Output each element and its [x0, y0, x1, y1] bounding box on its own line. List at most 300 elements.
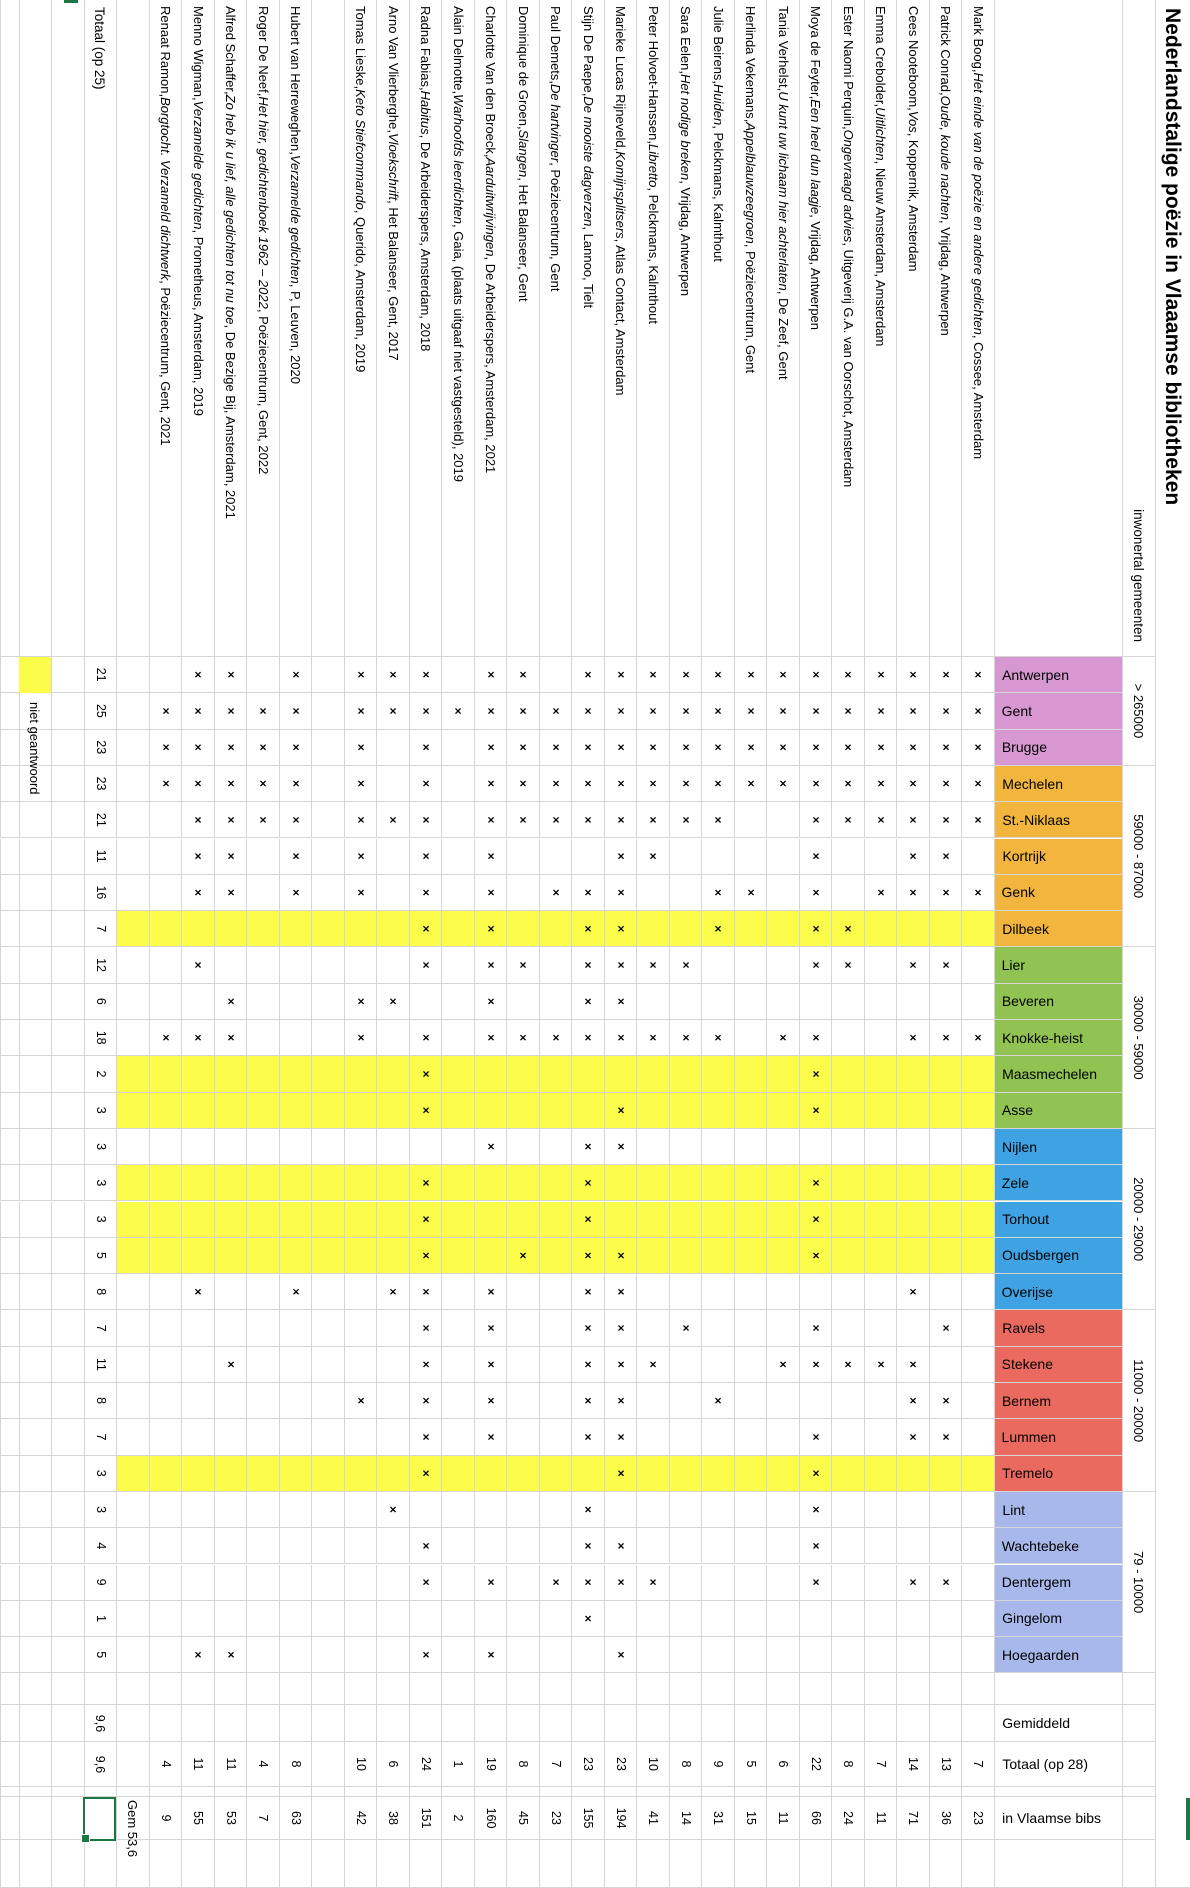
- mark-cell[interactable]: ×: [539, 802, 572, 838]
- mark-cell[interactable]: [344, 1056, 377, 1092]
- mark-cell[interactable]: [149, 1565, 182, 1601]
- mark-cell[interactable]: [149, 1601, 182, 1637]
- mark-cell[interactable]: ×: [897, 730, 930, 766]
- book-totaal28-value[interactable]: 19: [474, 1742, 507, 1787]
- mark-cell[interactable]: [377, 1347, 410, 1383]
- mark-cell[interactable]: ×: [897, 802, 930, 838]
- mark-cell[interactable]: ×: [604, 911, 637, 947]
- mark-cell[interactable]: ×: [247, 766, 280, 802]
- mark-cell[interactable]: ×: [637, 947, 670, 983]
- mark-cell[interactable]: ×: [442, 693, 475, 729]
- mark-cell[interactable]: [929, 1528, 962, 1564]
- mark-cell[interactable]: [539, 1456, 572, 1492]
- mark-cell[interactable]: ×: [507, 947, 540, 983]
- bottom-cell[interactable]: [117, 1129, 150, 1165]
- mark-cell[interactable]: [832, 1310, 865, 1346]
- mark-cell[interactable]: [637, 1238, 670, 1274]
- mark-cell[interactable]: ×: [702, 911, 735, 947]
- book-citation[interactable]: [474, 0, 507, 657]
- book-vlaamse-bibs-value[interactable]: 24: [832, 1797, 865, 1840]
- mark-cell[interactable]: [149, 839, 182, 875]
- mark-cell[interactable]: [702, 839, 735, 875]
- mark-cell[interactable]: ×: [799, 947, 832, 983]
- mark-cell[interactable]: [864, 1601, 897, 1637]
- mark-cell[interactable]: ×: [897, 1383, 930, 1419]
- bottom-cell[interactable]: [52, 1020, 85, 1056]
- municipality-total-value[interactable]: 8: [84, 1274, 117, 1310]
- mark-cell[interactable]: ×: [182, 693, 215, 729]
- mark-cell[interactable]: [149, 911, 182, 947]
- mark-cell[interactable]: ×: [214, 657, 247, 693]
- mark-cell[interactable]: ×: [279, 1274, 312, 1310]
- mark-cell[interactable]: [734, 1419, 767, 1455]
- bottom-cell[interactable]: [52, 947, 85, 983]
- mark-cell[interactable]: [767, 1528, 800, 1564]
- book-vlaamse-bibs-value[interactable]: 15: [734, 1797, 767, 1840]
- mark-cell[interactable]: [409, 984, 442, 1020]
- mark-cell[interactable]: ×: [799, 1347, 832, 1383]
- municipality-header-tremelo[interactable]: [994, 1456, 1122, 1492]
- mark-cell[interactable]: [832, 1202, 865, 1238]
- mark-cell[interactable]: ×: [409, 766, 442, 802]
- mark-cell[interactable]: ×: [214, 1020, 247, 1056]
- mark-cell[interactable]: [702, 984, 735, 1020]
- mark-cell[interactable]: [864, 1020, 897, 1056]
- mark-cell[interactable]: [864, 1419, 897, 1455]
- mark-cell[interactable]: ×: [474, 766, 507, 802]
- mark-cell[interactable]: [669, 984, 702, 1020]
- mark-cell[interactable]: ×: [572, 1129, 605, 1165]
- mark-cell[interactable]: ×: [897, 766, 930, 802]
- mark-cell[interactable]: [279, 1347, 312, 1383]
- mark-cell[interactable]: ×: [897, 1419, 930, 1455]
- mark-cell[interactable]: [832, 1129, 865, 1165]
- mark-cell[interactable]: [832, 1020, 865, 1056]
- mark-cell[interactable]: ×: [604, 1238, 637, 1274]
- mark-cell[interactable]: [149, 1383, 182, 1419]
- mark-cell[interactable]: [344, 1565, 377, 1601]
- municipality-header-dilbeek[interactable]: [994, 911, 1122, 947]
- mark-cell[interactable]: [702, 1165, 735, 1201]
- mark-cell[interactable]: [897, 1129, 930, 1165]
- book-vlaamse-bibs-value[interactable]: 38: [377, 1797, 410, 1840]
- municipality-header-brugge[interactable]: [994, 730, 1122, 766]
- mark-cell[interactable]: [669, 1165, 702, 1201]
- mark-cell[interactable]: ×: [507, 693, 540, 729]
- municipality-header-wachtebeke[interactable]: [994, 1528, 1122, 1564]
- mark-cell[interactable]: [864, 1492, 897, 1528]
- mark-cell[interactable]: ×: [474, 984, 507, 1020]
- bottom-cell[interactable]: [117, 1347, 150, 1383]
- mark-cell[interactable]: [214, 1129, 247, 1165]
- mark-cell[interactable]: [279, 947, 312, 983]
- mark-cell[interactable]: ×: [929, 875, 962, 911]
- mark-cell[interactable]: ×: [474, 875, 507, 911]
- mark-cell[interactable]: ×: [604, 802, 637, 838]
- mark-cell[interactable]: ×: [214, 802, 247, 838]
- municipality-total-value[interactable]: 11: [84, 1347, 117, 1383]
- mark-cell[interactable]: [799, 1383, 832, 1419]
- mark-cell[interactable]: [669, 1492, 702, 1528]
- book-citation[interactable]: [734, 0, 767, 657]
- mark-cell[interactable]: [767, 1238, 800, 1274]
- mark-cell[interactable]: ×: [344, 766, 377, 802]
- book-totaal28-value[interactable]: 5: [734, 1742, 767, 1787]
- mark-cell[interactable]: ×: [572, 1020, 605, 1056]
- mark-cell[interactable]: ×: [572, 1274, 605, 1310]
- bottom-cell[interactable]: [19, 1274, 52, 1310]
- mark-cell[interactable]: [474, 1056, 507, 1092]
- mark-cell[interactable]: ×: [507, 657, 540, 693]
- mark-cell[interactable]: [604, 1601, 637, 1637]
- mark-cell[interactable]: ×: [604, 657, 637, 693]
- mark-cell[interactable]: [734, 911, 767, 947]
- mark-cell[interactable]: ×: [637, 766, 670, 802]
- mark-cell[interactable]: ×: [474, 1310, 507, 1346]
- mark-cell[interactable]: ×: [474, 1274, 507, 1310]
- mark-cell[interactable]: ×: [409, 1165, 442, 1201]
- mark-cell[interactable]: [539, 1492, 572, 1528]
- mark-cell[interactable]: [832, 1274, 865, 1310]
- mark-cell[interactable]: [864, 1383, 897, 1419]
- mark-cell[interactable]: [832, 1492, 865, 1528]
- bottom-cell[interactable]: [117, 1165, 150, 1201]
- bottom-cell[interactable]: [117, 802, 150, 838]
- book-vlaamse-bibs-value[interactable]: 155: [572, 1797, 605, 1840]
- mark-cell[interactable]: [182, 1419, 215, 1455]
- municipality-header-kortrijk[interactable]: [994, 839, 1122, 875]
- bottom-cell[interactable]: [0, 1129, 19, 1165]
- mark-cell[interactable]: ×: [474, 1383, 507, 1419]
- bottom-cell[interactable]: [19, 1129, 52, 1165]
- mark-cell[interactable]: ×: [864, 875, 897, 911]
- mark-cell[interactable]: [962, 1565, 995, 1601]
- mark-cell[interactable]: [247, 1056, 280, 1092]
- mark-cell[interactable]: [669, 1347, 702, 1383]
- mark-cell[interactable]: [929, 984, 962, 1020]
- book-totaal28-value[interactable]: 23: [604, 1742, 637, 1787]
- mark-cell[interactable]: ×: [507, 766, 540, 802]
- mark-cell[interactable]: ×: [799, 1492, 832, 1528]
- mark-cell[interactable]: [247, 911, 280, 947]
- mark-cell[interactable]: ×: [832, 911, 865, 947]
- separator-cell[interactable]: [312, 1601, 345, 1637]
- mark-cell[interactable]: ×: [799, 839, 832, 875]
- mark-cell[interactable]: ×: [474, 657, 507, 693]
- mark-cell[interactable]: [702, 1129, 735, 1165]
- mark-cell[interactable]: [214, 1419, 247, 1455]
- mark-cell[interactable]: ×: [864, 802, 897, 838]
- mark-cell[interactable]: [182, 984, 215, 1020]
- mark-cell[interactable]: [279, 1383, 312, 1419]
- mark-cell[interactable]: [702, 1310, 735, 1346]
- mark-cell[interactable]: [539, 1165, 572, 1201]
- mark-cell[interactable]: ×: [344, 984, 377, 1020]
- mark-cell[interactable]: [442, 911, 475, 947]
- mark-cell[interactable]: [149, 947, 182, 983]
- mark-cell[interactable]: [344, 1492, 377, 1528]
- bottom-cell[interactable]: [117, 730, 150, 766]
- mark-cell[interactable]: ×: [474, 1565, 507, 1601]
- mark-cell[interactable]: ×: [799, 1310, 832, 1346]
- bottom-cell[interactable]: [117, 1093, 150, 1129]
- summary-header-gemiddeld[interactable]: [994, 1705, 1122, 1742]
- mark-cell[interactable]: [669, 839, 702, 875]
- bottom-cell[interactable]: [52, 984, 85, 1020]
- mark-cell[interactable]: [377, 766, 410, 802]
- bottom-cell[interactable]: [117, 1202, 150, 1238]
- mark-cell[interactable]: [734, 1456, 767, 1492]
- bottom-cell[interactable]: [117, 1419, 150, 1455]
- mark-cell[interactable]: [377, 1129, 410, 1165]
- mark-cell[interactable]: [637, 1383, 670, 1419]
- municipality-header-lint[interactable]: [994, 1492, 1122, 1528]
- mark-cell[interactable]: ×: [182, 839, 215, 875]
- mark-cell[interactable]: ×: [377, 693, 410, 729]
- book-vlaamse-bibs-value[interactable]: 63: [279, 1797, 312, 1840]
- book-citation[interactable]: [669, 0, 702, 657]
- mark-cell[interactable]: [182, 1528, 215, 1564]
- book-citation[interactable]: [279, 0, 312, 657]
- mark-cell[interactable]: ×: [702, 1020, 735, 1056]
- mark-cell[interactable]: ×: [604, 693, 637, 729]
- mark-cell[interactable]: [149, 1456, 182, 1492]
- mark-cell[interactable]: [962, 984, 995, 1020]
- mark-cell[interactable]: ×: [572, 1310, 605, 1346]
- mark-cell[interactable]: ×: [962, 1020, 995, 1056]
- mark-cell[interactable]: [669, 1637, 702, 1673]
- mark-cell[interactable]: [734, 1202, 767, 1238]
- mark-cell[interactable]: ×: [409, 1528, 442, 1564]
- mark-cell[interactable]: [572, 839, 605, 875]
- bottom-cell[interactable]: [0, 730, 19, 766]
- mark-cell[interactable]: [442, 1601, 475, 1637]
- mark-cell[interactable]: ×: [929, 1419, 962, 1455]
- book-citation[interactable]: [149, 0, 182, 657]
- bottom-cell[interactable]: [19, 802, 52, 838]
- mark-cell[interactable]: [734, 1565, 767, 1601]
- mark-cell[interactable]: [442, 1274, 475, 1310]
- municipality-total-value[interactable]: 12: [84, 947, 117, 983]
- mark-cell[interactable]: ×: [344, 839, 377, 875]
- mark-cell[interactable]: [474, 1202, 507, 1238]
- mark-cell[interactable]: ×: [897, 839, 930, 875]
- bottom-cell[interactable]: [0, 1238, 19, 1274]
- book-vlaamse-bibs-value[interactable]: 7: [247, 1797, 280, 1840]
- mark-cell[interactable]: [539, 1238, 572, 1274]
- mark-cell[interactable]: [962, 1274, 995, 1310]
- mark-cell[interactable]: ×: [474, 1347, 507, 1383]
- mark-cell[interactable]: ×: [604, 1020, 637, 1056]
- mark-cell[interactable]: [507, 1565, 540, 1601]
- bottom-cell[interactable]: [52, 1093, 85, 1129]
- mark-cell[interactable]: [669, 875, 702, 911]
- mark-cell[interactable]: ×: [767, 766, 800, 802]
- mark-cell[interactable]: [897, 1456, 930, 1492]
- mark-cell[interactable]: [149, 802, 182, 838]
- municipality-total-value[interactable]: 7: [84, 1419, 117, 1455]
- book-citation[interactable]: [344, 0, 377, 657]
- bottom-cell[interactable]: [117, 1492, 150, 1528]
- mark-cell[interactable]: ×: [929, 1383, 962, 1419]
- mark-cell[interactable]: [572, 1456, 605, 1492]
- bottom-cell[interactable]: [19, 1456, 52, 1492]
- book-vlaamse-bibs-value[interactable]: 9: [149, 1797, 182, 1840]
- mark-cell[interactable]: [897, 1238, 930, 1274]
- separator-cell[interactable]: [312, 1238, 345, 1274]
- book-vlaamse-bibs-value[interactable]: 66: [799, 1797, 832, 1840]
- mark-cell[interactable]: ×: [409, 1565, 442, 1601]
- mark-cell[interactable]: ×: [864, 766, 897, 802]
- mark-cell[interactable]: ×: [474, 693, 507, 729]
- mark-cell[interactable]: [149, 1056, 182, 1092]
- mark-cell[interactable]: [279, 911, 312, 947]
- mark-cell[interactable]: [442, 1492, 475, 1528]
- book-vlaamse-bibs-value[interactable]: 53: [214, 1797, 247, 1840]
- mark-cell[interactable]: [182, 1238, 215, 1274]
- book-vlaamse-bibs-value[interactable]: 71: [897, 1797, 930, 1840]
- mark-cell[interactable]: [929, 1165, 962, 1201]
- bottom-cell[interactable]: [0, 693, 19, 729]
- mark-cell[interactable]: [832, 1093, 865, 1129]
- mark-cell[interactable]: [507, 1274, 540, 1310]
- book-totaal28-value[interactable]: 6: [377, 1742, 410, 1787]
- mark-cell[interactable]: ×: [572, 1238, 605, 1274]
- mark-cell[interactable]: ×: [929, 1310, 962, 1346]
- mark-cell[interactable]: ×: [962, 730, 995, 766]
- mark-cell[interactable]: [247, 1492, 280, 1528]
- mark-cell[interactable]: ×: [474, 947, 507, 983]
- mark-cell[interactable]: ×: [279, 839, 312, 875]
- mark-cell[interactable]: ×: [377, 984, 410, 1020]
- mark-cell[interactable]: [539, 1601, 572, 1637]
- mark-cell[interactable]: [507, 1347, 540, 1383]
- mark-cell[interactable]: [344, 1129, 377, 1165]
- bottom-cell[interactable]: [117, 839, 150, 875]
- separator-cell[interactable]: [312, 1637, 345, 1673]
- mark-cell[interactable]: [962, 1383, 995, 1419]
- bottom-cell[interactable]: [19, 875, 52, 911]
- book-totaal28-value[interactable]: 10: [637, 1742, 670, 1787]
- mark-cell[interactable]: [182, 1202, 215, 1238]
- mark-cell[interactable]: ×: [604, 1456, 637, 1492]
- mark-cell[interactable]: ×: [409, 1637, 442, 1673]
- mark-cell[interactable]: [539, 1310, 572, 1346]
- mark-cell[interactable]: ×: [604, 730, 637, 766]
- mark-cell[interactable]: [442, 875, 475, 911]
- book-totaal28-value[interactable]: 7: [539, 1742, 572, 1787]
- bottom-cell[interactable]: [117, 875, 150, 911]
- mark-cell[interactable]: [377, 1456, 410, 1492]
- mark-cell[interactable]: [279, 1565, 312, 1601]
- mark-cell[interactable]: [962, 1347, 995, 1383]
- municipality-header-knokke-heist[interactable]: [994, 1020, 1122, 1056]
- mark-cell[interactable]: ×: [799, 657, 832, 693]
- mark-cell[interactable]: [669, 1383, 702, 1419]
- mark-cell[interactable]: [214, 1492, 247, 1528]
- book-citation[interactable]: [507, 0, 540, 657]
- municipality-total-value[interactable]: 1: [84, 1601, 117, 1637]
- mark-cell[interactable]: [149, 1202, 182, 1238]
- mark-cell[interactable]: [214, 1383, 247, 1419]
- bottom-cell[interactable]: [52, 1492, 85, 1528]
- mark-cell[interactable]: ×: [799, 730, 832, 766]
- mark-cell[interactable]: [669, 1456, 702, 1492]
- mark-cell[interactable]: [734, 1310, 767, 1346]
- bottom-cell[interactable]: [52, 802, 85, 838]
- mark-cell[interactable]: [442, 1456, 475, 1492]
- mark-cell[interactable]: [539, 1056, 572, 1092]
- mark-cell[interactable]: [149, 1528, 182, 1564]
- mark-cell[interactable]: [182, 1601, 215, 1637]
- bottom-cell[interactable]: [0, 1310, 19, 1346]
- municipality-total-value[interactable]: 7: [84, 911, 117, 947]
- mark-cell[interactable]: ×: [409, 1020, 442, 1056]
- mark-cell[interactable]: ×: [799, 802, 832, 838]
- mark-cell[interactable]: ×: [409, 1419, 442, 1455]
- mark-cell[interactable]: ×: [929, 839, 962, 875]
- separator-cell[interactable]: [312, 1274, 345, 1310]
- mark-cell[interactable]: [669, 1238, 702, 1274]
- mark-cell[interactable]: ×: [279, 693, 312, 729]
- mark-cell[interactable]: ×: [702, 730, 735, 766]
- mark-cell[interactable]: ×: [669, 802, 702, 838]
- mark-cell[interactable]: [377, 911, 410, 947]
- bottom-cell[interactable]: [19, 1565, 52, 1601]
- bottom-cell[interactable]: [117, 1274, 150, 1310]
- mark-cell[interactable]: [832, 839, 865, 875]
- municipality-header-lummen[interactable]: [994, 1419, 1122, 1455]
- mark-cell[interactable]: [474, 1165, 507, 1201]
- mark-cell[interactable]: ×: [409, 911, 442, 947]
- mark-cell[interactable]: [799, 1637, 832, 1673]
- mark-cell[interactable]: [442, 766, 475, 802]
- mark-cell[interactable]: ×: [702, 802, 735, 838]
- mark-cell[interactable]: [247, 1020, 280, 1056]
- book-vlaamse-bibs-value[interactable]: 41: [637, 1797, 670, 1840]
- mark-cell[interactable]: [214, 1528, 247, 1564]
- mark-cell[interactable]: [832, 1419, 865, 1455]
- municipality-header-lier[interactable]: [994, 947, 1122, 983]
- mark-cell[interactable]: [377, 839, 410, 875]
- book-citation[interactable]: [604, 0, 637, 657]
- mark-cell[interactable]: [929, 911, 962, 947]
- separator-cell[interactable]: [312, 911, 345, 947]
- bottom-cell[interactable]: [52, 875, 85, 911]
- mark-cell[interactable]: [442, 1020, 475, 1056]
- mark-cell[interactable]: ×: [409, 1310, 442, 1346]
- mark-cell[interactable]: [182, 1310, 215, 1346]
- mark-cell[interactable]: ×: [409, 693, 442, 729]
- book-vlaamse-bibs-value[interactable]: 36: [929, 1797, 962, 1840]
- book-totaal28-value[interactable]: 8: [507, 1742, 540, 1787]
- mark-cell[interactable]: [897, 1202, 930, 1238]
- municipality-header-nijlen[interactable]: [994, 1129, 1122, 1165]
- mark-cell[interactable]: [734, 984, 767, 1020]
- mark-cell[interactable]: ×: [572, 984, 605, 1020]
- mark-cell[interactable]: ×: [344, 730, 377, 766]
- mark-cell[interactable]: [247, 657, 280, 693]
- mark-cell[interactable]: [897, 1601, 930, 1637]
- mark-cell[interactable]: ×: [799, 1093, 832, 1129]
- mark-cell[interactable]: [507, 911, 540, 947]
- bottom-cell[interactable]: [19, 1310, 52, 1346]
- mark-cell[interactable]: [929, 1601, 962, 1637]
- mark-cell[interactable]: ×: [702, 657, 735, 693]
- mark-cell[interactable]: [669, 911, 702, 947]
- mark-cell[interactable]: ×: [344, 1383, 377, 1419]
- separator-cell[interactable]: [312, 984, 345, 1020]
